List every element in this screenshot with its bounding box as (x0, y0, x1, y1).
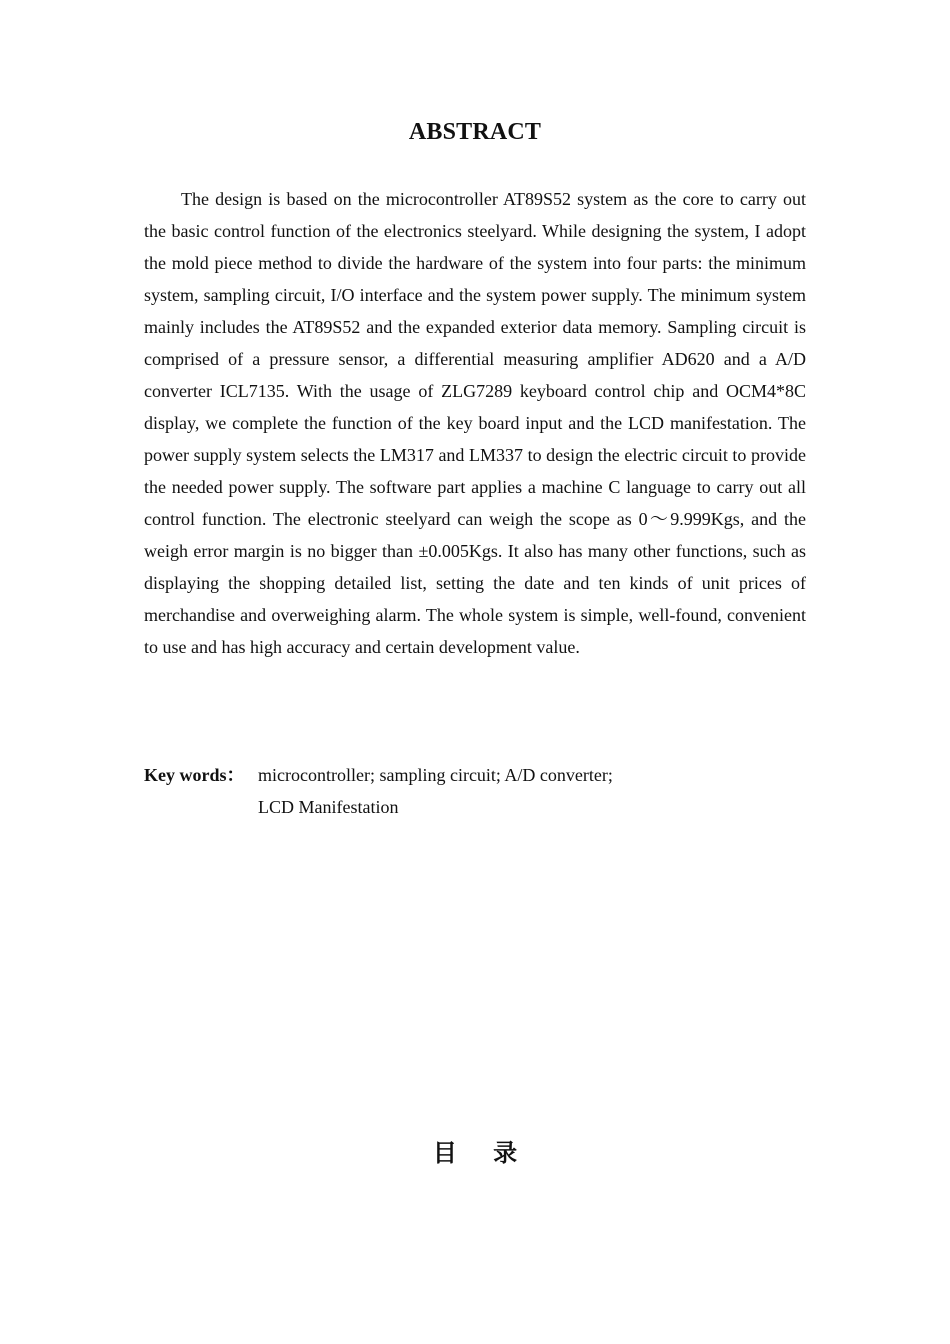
keywords-line-1: microcontroller; sampling circuit; A/D converter; (258, 765, 613, 785)
keywords-label: Key words： (144, 765, 245, 785)
keywords-row (144, 759, 806, 791)
abstract-title: ABSTRACT (408, 119, 542, 145)
abstract-body: The design is based on the microcontroller AT89S52 system as the core to carry out the basic control function of the electronics steelyard. While designing the system, I adopt the mold piece method to divide the hardware of the system into four parts: the minimum system, sampling circuit, I/O interface and the system power supply. The minimum system mainly includes the AT89S52 and the expanded exterior data memory. Sampling circuit is comprised of a pressure sensor, a differential measuring amplifier AD620 and a A/D converter ICL7135. With the usage of ZLG7289 keyboard control chip and OCM4*8C display, we complete the function of the key board input and the LCD manifestation. The power supply system selects the LM317 and LM337 to design the electric circuit to provide the needed power supply. The software part applies a machine C language to carry out all control function. The electronic steelyard can weigh the scope as 0～9.999Kgs, and the weigh error margin is no bigger than ±0.005Kgs. It also has many other functions, such as displaying the shopping detailed list, setting the date and ten kinds of unit prices of merchandise and overweighing alarm. The whole system is simple, well-found, convenient to use and has high accuracy and certain development value. (144, 189, 806, 657)
keywords-section (144, 759, 806, 823)
keywords-line-2: LCD Manifestation (258, 797, 399, 817)
toc-heading: 目 录 (432, 1139, 518, 1167)
